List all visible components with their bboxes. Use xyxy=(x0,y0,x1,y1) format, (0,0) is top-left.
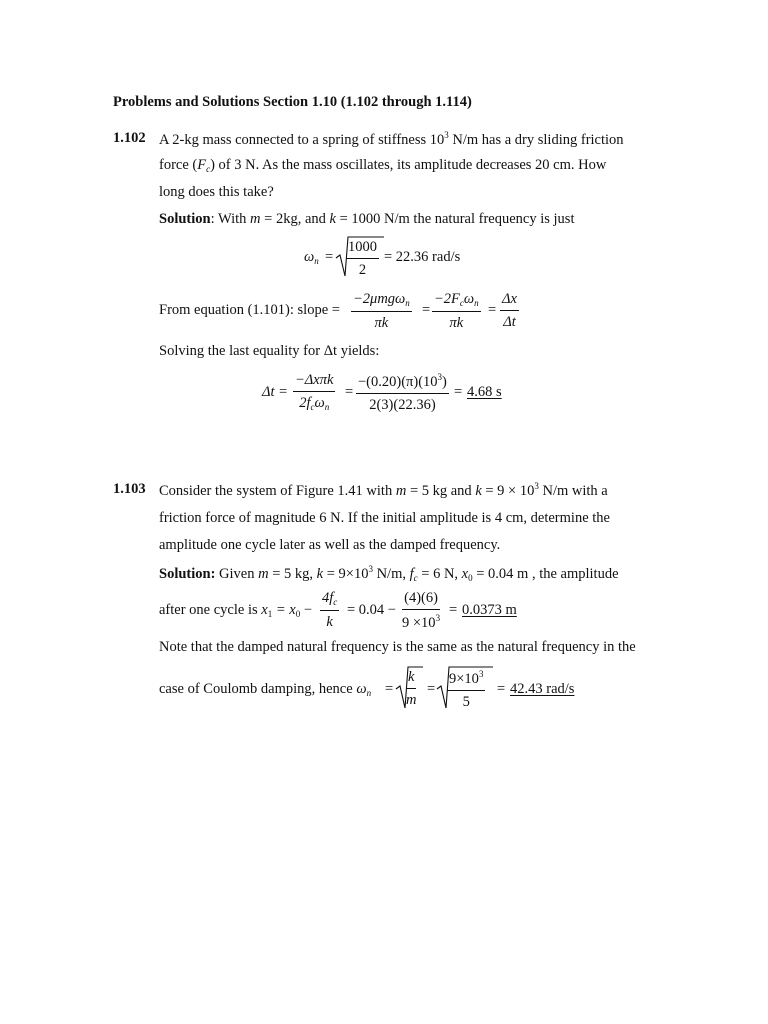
fraction-k-over-m: $\frac{k}{m}$ xyxy=(406,669,417,708)
problem-1103-line3: amplitude one cycle later as well as the damped frequency. xyxy=(159,537,501,553)
problem-1103-line1: Consider the system of Figure 1.41 with m = 5 kg and $k = 9 \times 10^3$ N/m with a xyxy=(159,481,608,499)
damped-frequency-result: 42.43 rad/s xyxy=(510,681,575,697)
equals-sign: = xyxy=(325,249,334,265)
slope-fraction-3: $\frac{\Delta x}{\Delta t}$ xyxy=(502,291,517,330)
equals-sign: = xyxy=(427,681,436,697)
section-heading: Problems and Solutions Section 1.10 (1.102 through 1.114) xyxy=(113,94,472,110)
amplitude-mid: = 0.04 − xyxy=(347,602,396,618)
delta-t-lhs: Δt = xyxy=(262,384,288,400)
equals-sign: = xyxy=(497,681,506,697)
fraction-9000-over-5: $\frac{9\times 10^3}{5}$ xyxy=(449,669,484,710)
equals-sign: = xyxy=(345,384,354,400)
amplitude-result: 0.0373 m xyxy=(462,602,517,618)
solution-1102-intro: Solution: With m = 2kg, and k = 1000 N/m the natural frequency is just xyxy=(159,211,575,227)
case-text: case of Coulomb damping, hence $\omega_n$ xyxy=(159,681,372,698)
equals-sign: = xyxy=(449,602,458,618)
problem-1103-line2: friction force of magnitude 6 N. If the initial amplitude is 4 cm, determine the xyxy=(159,510,610,526)
delta-t-fraction-2: $\frac{-(0.20)(\pi)(10^3)}{2(3)(22.36)}$ xyxy=(358,372,447,413)
note-text: Note that the damped natural frequency is the same as the natural frequency in the xyxy=(159,639,636,655)
problem-1102-line3: long does this take? xyxy=(159,184,274,200)
omega-n-symbol: $\omega_n$ xyxy=(304,249,319,266)
solution-1103-intro: Solution: Given m = 5 kg, $k = 9\times 10^3$ N/m, $f_c = 6$ N, $x_0 = 0.04$ m , the amplitude xyxy=(159,564,619,583)
solving-text: Solving the last equality for Δt yields: xyxy=(159,343,380,359)
omega-n-result: = 22.36 rad/s xyxy=(384,249,461,265)
equals-sign: = xyxy=(488,302,497,318)
delta-t-result: 4.68 s xyxy=(467,384,502,400)
fraction-1000-over-2: $\frac{1000}{2}$ xyxy=(348,239,377,278)
after-one-cycle-text: after one cycle is $x_1 = x_0$ − xyxy=(159,602,312,619)
problem-number-1102: 1.102 xyxy=(113,130,146,146)
slope-fraction-2: $-2F_c\omega_n$ πk xyxy=(434,291,479,331)
problem-1102-line1: A 2-kg mass connected to a spring of stiffness $10^3$ N/m has a dry sliding friction xyxy=(159,130,624,148)
problem-number-1103: 1.103 xyxy=(113,481,146,497)
equals-sign: = xyxy=(422,302,431,318)
from-equation-label: From equation (1.101): slope = xyxy=(159,302,340,318)
fraction-24-over-9000: $\frac{(4)(6)}{9 \times 10^3}$ xyxy=(402,590,441,631)
slope-fraction-1: −2μmgω$_n$ πk xyxy=(353,291,410,331)
equals-sign: = xyxy=(454,384,463,400)
fraction-4fc-over-k: $\frac{4f_c}{k}$ xyxy=(322,590,338,630)
equals-sign: = xyxy=(385,681,394,697)
problem-1102-line2: force $(F_c)$ of 3 N. As the mass oscillates, its amplitude decreases 20 cm. How xyxy=(159,157,607,174)
delta-t-fraction-1: −Δxπk $2f_c\omega_n$ xyxy=(295,372,334,412)
